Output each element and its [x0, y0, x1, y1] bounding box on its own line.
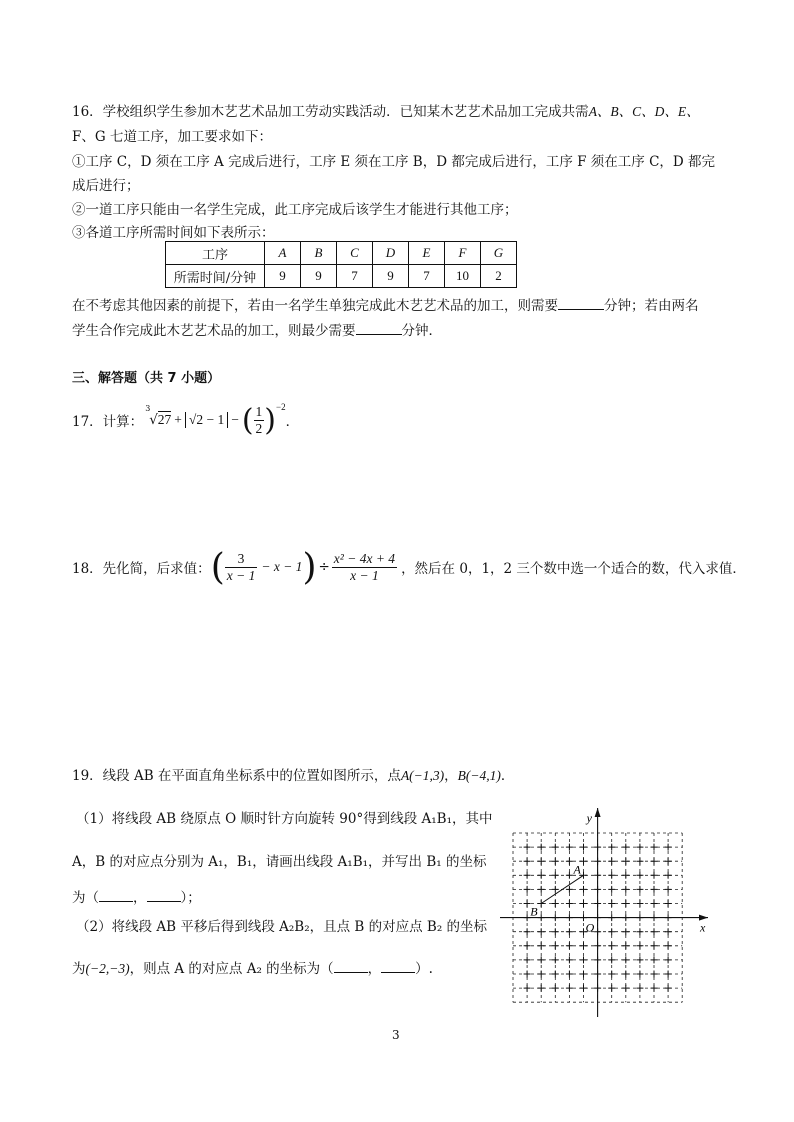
grid-cross — [622, 985, 629, 992]
table-cell: F — [445, 242, 481, 265]
point-a-label: A — [573, 862, 581, 877]
grid-cross — [665, 956, 672, 963]
grid-cross — [566, 900, 573, 907]
grid-cross — [552, 956, 559, 963]
grid-cross — [552, 844, 559, 851]
grid-cross — [651, 956, 658, 963]
table-cell: 9 — [301, 265, 337, 288]
grid-cross — [651, 942, 658, 949]
table-cell: 7 — [409, 265, 445, 288]
grid-cross — [608, 942, 615, 949]
grid-cross — [580, 900, 587, 907]
grid-cross — [608, 844, 615, 851]
grid-cross — [622, 956, 629, 963]
grid-cross — [622, 872, 629, 879]
grid-cross — [608, 956, 615, 963]
grid-cross — [524, 858, 531, 865]
grid-cross — [580, 858, 587, 865]
table-cell: G — [481, 242, 517, 265]
grid-cross — [566, 872, 573, 879]
table-cell: D — [373, 242, 409, 265]
table-cell: 2 — [481, 265, 517, 288]
grid-cross — [622, 928, 629, 935]
grid-cross — [636, 872, 643, 879]
table-header-process: 工序 — [166, 242, 265, 265]
q16-line4: 成后进行； — [72, 178, 140, 194]
grid-cross — [665, 971, 672, 978]
grid-cross — [552, 971, 559, 978]
grid-cross — [566, 971, 573, 978]
grid-cross — [651, 985, 658, 992]
grid-cross — [622, 900, 629, 907]
grid-cross — [651, 928, 658, 935]
y-axis-label: y — [586, 811, 592, 825]
grid-cross — [636, 858, 643, 865]
grid-cross — [538, 942, 545, 949]
grid-cross — [538, 985, 545, 992]
table-cell: A — [265, 242, 301, 265]
q19-part2-line2: 为(−2,−3)，则点 A 的对应点 A₂ 的坐标为（ ， ）. — [72, 961, 433, 977]
grid-cross — [608, 858, 615, 865]
cube-root: 3 √27 — [145, 404, 172, 428]
q16-line8: 学生合作完成此木艺艺术品的加工，则最少需要 分钟． — [72, 323, 442, 339]
grid-cross — [636, 900, 643, 907]
q16-line3: ①工序 C，D 须在工序 A 完成后进行，工序 E 须在工序 B，D 都完成后进行，工序 F 须在工序 C，D 都完 — [72, 154, 716, 170]
grid-cross — [636, 886, 643, 893]
table-cell: 9 — [373, 265, 409, 288]
table-cell: E — [409, 242, 445, 265]
table-cell: C — [337, 242, 373, 265]
grid-cross — [665, 928, 672, 935]
grid-cross — [580, 942, 587, 949]
fraction: $\frac{3}{x - 1}$ — [226, 550, 256, 583]
grid-cross — [524, 985, 531, 992]
table-row — [166, 242, 517, 265]
grid-cross — [524, 956, 531, 963]
grid-cross — [580, 844, 587, 851]
grid-cross — [552, 942, 559, 949]
grid-cross — [665, 844, 672, 851]
coordinate-grid-figure — [500, 805, 715, 1020]
grid-cross — [524, 872, 531, 879]
grid-cross — [651, 844, 658, 851]
grid-cross — [636, 928, 643, 935]
grid-cross — [538, 886, 545, 893]
grid-cross — [636, 844, 643, 851]
section-heading: 三、解答题（共 7 小题） — [72, 371, 221, 386]
grid-cross — [665, 858, 672, 865]
grid-cross — [566, 844, 573, 851]
grid-cross — [566, 928, 573, 935]
grid-cross — [552, 928, 559, 935]
grid-cross — [580, 985, 587, 992]
grid-cross — [622, 844, 629, 851]
point-b-label: B — [530, 904, 538, 919]
y-axis-arrow-icon — [595, 808, 601, 817]
grid-cross — [538, 872, 545, 879]
q16-line5: ②一道工序只能由一名学生完成，此工序完成后该学生才能进行其他工序； — [72, 202, 518, 218]
grid-cross — [566, 956, 573, 963]
grid-cross — [538, 858, 545, 865]
table-cell: 7 — [337, 265, 373, 288]
table-header-time: 所需时间/分钟 — [166, 265, 265, 288]
q19-part1-line3: 为（ ， ）； — [72, 890, 201, 906]
grid-cross — [608, 886, 615, 893]
fraction: $\frac{\text{x² − 4x + 4}}{x - 1}$ — [333, 550, 396, 583]
grid-cross — [524, 942, 531, 949]
grid-cross — [622, 886, 629, 893]
grid-cross — [552, 886, 559, 893]
grid-cross — [651, 872, 658, 879]
grid-cross — [651, 971, 658, 978]
absolute-value: √2 − 1 — [185, 412, 228, 428]
grid-cross — [524, 844, 531, 851]
grid-cross — [524, 971, 531, 978]
grid-cross — [580, 956, 587, 963]
fraction: $\frac{1}{2}$ — [255, 403, 263, 436]
q16-line7: 在不考虑其他因素的前提下，若由一名学生单独完成此木艺艺术品的加工，则需要 分钟；若由两名 — [72, 298, 699, 314]
answer-blank[interactable] — [356, 334, 402, 335]
table-cell: 10 — [445, 265, 481, 288]
table-cell: B — [301, 242, 337, 265]
q19-line1: 19．线段 AB 在平面直角坐标系中的位置如图所示，点A(−1,3)，B(−4,1)． — [72, 768, 515, 784]
table-row — [166, 265, 517, 288]
q16-line2: F、G 七道工序，加工要求如下： — [72, 129, 272, 145]
segment-ab — [541, 875, 583, 903]
grid-cross — [552, 985, 559, 992]
grid-cross — [580, 886, 587, 893]
q17: 17．计算： 3 √27 + √2 − 1 − ( $\frac{1}{2}$ ) −2 ． — [72, 402, 300, 438]
grid-cross — [524, 886, 531, 893]
answer-blank[interactable] — [334, 972, 368, 973]
grid-cross — [665, 900, 672, 907]
grid-cross — [636, 971, 643, 978]
x-axis-label: x — [700, 920, 706, 935]
process-time-table — [165, 241, 517, 288]
grid-cross — [538, 956, 545, 963]
grid-cross — [608, 985, 615, 992]
origin-label: O — [585, 920, 595, 935]
grid-cross — [538, 928, 545, 935]
grid-cross — [580, 971, 587, 978]
grid-cross — [538, 844, 545, 851]
grid-cross — [552, 872, 559, 879]
q19-part1-line2: A，B 的对应点分别为 A₁，B₁，请画出线段 A₁B₁，并写出 B₁ 的坐标 — [72, 854, 487, 870]
answer-blank[interactable] — [558, 309, 604, 310]
grid-cross — [566, 985, 573, 992]
grid-cross — [665, 985, 672, 992]
grid-cross — [608, 872, 615, 879]
q16-line6: ③各道工序所需时间如下表所示： — [72, 225, 275, 241]
grid-cross — [608, 971, 615, 978]
grid-cross — [608, 928, 615, 935]
grid-cross — [651, 858, 658, 865]
answer-blank[interactable] — [147, 901, 181, 902]
grid-cross — [651, 900, 658, 907]
grid-cross — [622, 858, 629, 865]
grid-cross — [665, 942, 672, 949]
grid-cross — [636, 956, 643, 963]
grid-cross — [636, 942, 643, 949]
grid-cross — [552, 858, 559, 865]
grid-cross — [566, 886, 573, 893]
grid-cross — [622, 942, 629, 949]
q19-part1-line1: （1）将线段 AB 绕原点 O 顺时针方向旋转 90°得到线段 A₁B₁，其中 — [76, 811, 493, 827]
table-cell: 9 — [265, 265, 301, 288]
grid-cross — [651, 886, 658, 893]
grid-cross — [665, 886, 672, 893]
grid-cross — [622, 971, 629, 978]
grid-cross — [636, 985, 643, 992]
grid-cross — [552, 900, 559, 907]
grid-cross — [524, 928, 531, 935]
answer-blank[interactable] — [381, 972, 415, 973]
q18: 18．先化简，后求值： ( $\frac{3}{x - 1}$ − x − 1 ) ÷ $\frac{\text{x² − 4x + 4}}{x - 1}$ ，然后在 0，1，2 三个数中选一个适合的数，代入求值． — [72, 546, 746, 588]
grid-cross — [580, 872, 587, 879]
grid-cross — [566, 942, 573, 949]
q16-line1: 16．学校组织学生参加木艺艺术品加工劳动实践活动．已知某木艺艺术品加工完成共需A、B、C、D、E、 — [72, 104, 700, 120]
grid-cross — [608, 900, 615, 907]
grid-cross — [538, 971, 545, 978]
grid-cross — [566, 858, 573, 865]
q19-part2-line1: （2）将线段 AB 平移后得到线段 A₂B₂，且点 B 的对应点 B₂ 的坐标 — [76, 919, 488, 935]
answer-blank[interactable] — [99, 901, 133, 902]
grid-cross — [665, 872, 672, 879]
page-number: 3 — [392, 1028, 400, 1042]
